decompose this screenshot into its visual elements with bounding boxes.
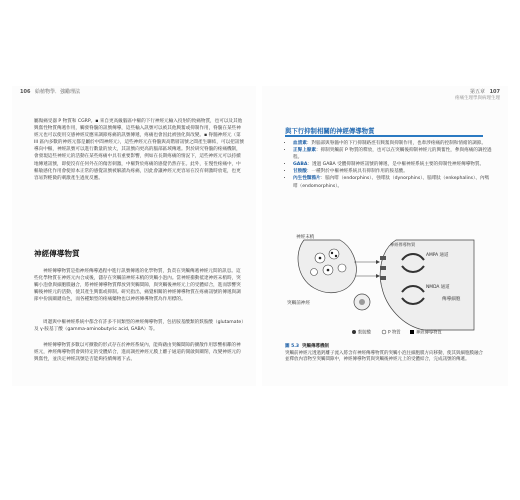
vesicle [338, 264, 346, 272]
caption-text: 突觸前神經元透過鈣離子流入將含有神經傳導物質的突觸小泡往細胞膜方向移動，使其與細胞膜融合並釋放內容物至突觸間隙中，神經傳導物質與突觸後神經元上的受體結合，完成訊號的傳遞。 [285, 350, 483, 363]
list-item-norepinephrine: • 正腎上腺素：抑制突觸前 P 物質的釋放，也可以在突觸後抑制神經元的興奮性，參與疼痛的調控過程。 [293, 147, 493, 161]
section-paragraph-2: 周邊與中樞神經系統中都含有許多不同類型的神經傳導物質，包括胺基酸類的麩胺酸（glutamate）及 γ-胺基丁酸（gamma-aminobutyric acid, GABA）等。 [34, 320, 244, 333]
vesicle-content [335, 255, 337, 257]
left-running-title: 給植物學．強勵理法 [35, 89, 81, 95]
legend-label: 神經傳導物質 [416, 330, 442, 336]
legend-swatch [352, 330, 356, 334]
receptor [380, 256, 386, 260]
label-nmda: NMDA 通道 [426, 285, 450, 290]
section-paragraph-1: 神經傳導物質是指神經傳導過程中進行訊號傳遞的化學物質，負責在突觸傳遞神經元間的訊息。這些化學物質在神經元內合成後，儲存在突觸前神經末梢的突觸小泡內。當神經衝動抵達神經末梢時，突觸小泡會與細胞膜融合，將神經傳導物質釋放到突觸間隙，與突觸後神經元上的受體結合，進而影響突觸後神經元的活動，使其產生興奮或抑制。研究指出，痛覺相關的神經傳導物質在疼痛訊號的傳遞與調節中扮演關鍵角色，而各種類型的疼痛藥物也以神經傳導物質為作用標的。 [34, 269, 241, 303]
right-page-number: 107 [489, 89, 500, 95]
list-item-opioids: • 內生性類鴉片：腦內啡（endorphins）、強啡肽（dynorphins）、腦啡肽（enkephalins）、內嗎啡（endomorphins）。 [293, 175, 493, 189]
arrowhead [376, 260, 380, 264]
section-title-neurotransmitters: 神經傳導物質 [34, 249, 80, 258]
neurotransmitter-list [285, 140, 493, 190]
list-item-serotonin: • 血清素：對腦部與脊髓中的下行抑制路徑有興奮與抑制作用，也牽涉疼痛的控制和情緒的調節。 [293, 140, 493, 147]
vesicle-content [319, 257, 322, 260]
vesicle-content [327, 269, 330, 272]
right-section-title: 與下行抑制相關的神經傳導物質 [285, 127, 375, 135]
label-postsynaptic: 傳導細胞 [442, 297, 461, 302]
vesicle-content [331, 252, 333, 254]
label-presynaptic: 神經末梢 [296, 235, 315, 240]
chapter-label: 第五章 [469, 89, 485, 95]
figure-caption [285, 344, 485, 364]
chapter-subtitle: 疼痛生理學與病理生理 [455, 96, 500, 101]
title-rule [285, 135, 483, 137]
legend-label: 麩胺酸 [358, 330, 371, 336]
label-receptor: 神經傳導物質 [390, 242, 416, 247]
vesicle [311, 269, 318, 276]
list-item-gaba: • GABA：透過 GABA 受體抑制神經訊號的傳遞，是中樞神經系統主要的抑制性神經傳導物質。 [293, 161, 493, 168]
receptor [380, 276, 386, 280]
left-top-paragraph: 屬傷痛受器 P 物質和 CGRP。▪ 來自更高級腦區中樞的下行神經元輸入投射的致痛物質，也可以及其他興奮性物質傳遞作用，觸發脊髓的訊號傳導，這些輸入訊號可以被其他興奮或抑制作用，脊髓在某些神經元也可以使用交感神經反應來調節疼痛的訊號傳遞，疼痛也會因此被強化與改變。▪ 脊髓神經元（第 III 區內多數的神經元都是屬於中間神經元），這些神經元在脊髓與高階層訊號之間產生聯結，可以把訊號導向中樞，神經訊號可以進行數量的放大，其訊號向更高的腦部區域傳遞。對於研究脊髓的疼痛機制，會發現這些神經元的活動在某些疼痛中具有重要影響，例如在長期疼痛的情況下，這些神經元可以持續地傳遞訊號，即使沒有任何外在的傷害刺激，中樞對於疼痛的感覺仍然存在。此外，在慢性疼痛中，中樞敏感化作用會使原本正常的感覺訊號被解讀為疼痛，因此會讓神經元更容易在沒有刺激時放電，也更容易對輕微的刺激產生過度反應。 [34, 119, 244, 181]
section-paragraph-3: 神經傳導物質多數以可擴散的形式存在於神經系統內，能夠藉由突觸間隙的擴散作用影響相鄰的神經元，神經傳導物質會與特定的受體結合，進而調控神經元膜上離子通道的開啟與關閉，改變神經元的興奮性，並決定神經訊號是否能夠持續傳遞下去。 [34, 343, 241, 363]
descending-neuron-nucleus [359, 299, 365, 305]
synapse-figure [284, 232, 482, 336]
label-synapse: 突觸前神經 [287, 301, 310, 306]
legend-label: P 物質 [388, 330, 401, 336]
vesicle [329, 249, 339, 259]
legend-swatch [382, 330, 386, 334]
caption-title: 突觸傳導機制 [302, 344, 330, 349]
caption-number: 圖 5.3 [285, 344, 300, 349]
left-running-head [20, 88, 80, 95]
list-item-glycine: • 甘胺酸：一種對於中樞神經系統具有抑制作用的胺基酸。 [293, 168, 493, 175]
label-ampa: AMPA 通道 [426, 253, 449, 258]
right-running-head [455, 88, 500, 101]
left-page-number: 106 [20, 89, 31, 95]
receptor [380, 266, 386, 270]
arrowhead [376, 274, 380, 278]
legend-swatch [410, 330, 414, 334]
